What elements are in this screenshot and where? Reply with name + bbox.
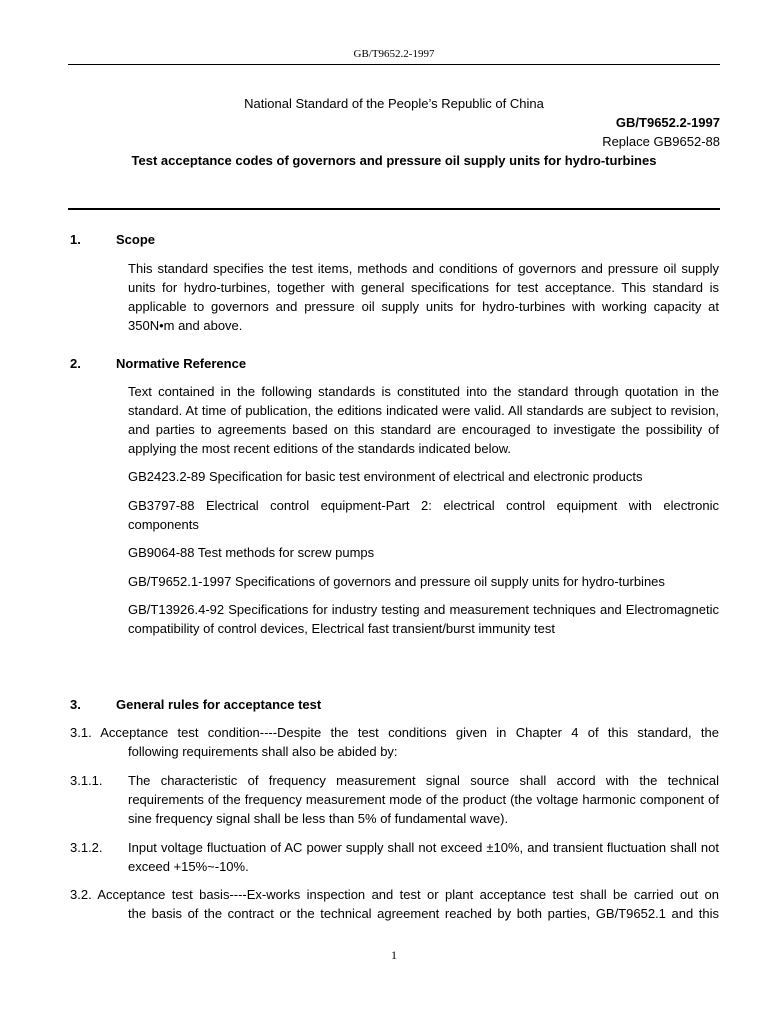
clause-3-2-first-line: 3.2. Acceptance test basis----Ex-works inspection and test or plant acceptance test shall be carried out on (70, 887, 719, 902)
document-title: Test acceptance codes of governors and pressure oil supply units for hydro-turbines (131, 153, 657, 168)
org-line: National Standard of the People’s Republic of China (244, 96, 544, 111)
clause-3-1-continuation: following requirements shall also be abided by: (128, 744, 398, 759)
section-2-number: 2. (70, 356, 81, 371)
reference-item: GB/T13926.4-92 Specifications for industry testing and measurement techniques and Electromagnetic compatibility of control devices, Electrical fast transient/burst immunity test (128, 602, 719, 636)
standard-code: GB/T9652.2-1997 (615, 115, 720, 130)
title-rule (68, 208, 720, 210)
clause-3-1-1-number: 3.1.1. (70, 773, 103, 788)
running-header: GB/T9652.2-1997 (353, 48, 435, 60)
section-1-heading: Scope (116, 232, 156, 247)
section-1-paragraph: This standard specifies the test items, methods and conditions of governors and pressure oil supply units for hydro-turbines, together with general specifications for test acceptance. This standard is applicable to governors and pressure oil supply units for hydro-turbines with working capacity at 350N•m and above. (128, 261, 719, 333)
section-2-heading: Normative Reference (116, 356, 247, 371)
clause-3-1-1-text: The characteristic of frequency measurement signal source shall accord with the technical requirements of the frequency measurement mode of the product (the voltage harmonic component of sine frequency signal shall be less than 5% of fundamental wave). (128, 773, 719, 826)
reference-item: GB9064-88 Test methods for screw pumps (128, 545, 375, 560)
header-rule (68, 64, 720, 65)
section-2-paragraph: Text contained in the following standards is constituted into the standard through quotation in the standard. At time of publication, the editions indicated were valid. All standards are subject to revision, and parties to agreements based on this standard are encouraged to investigate the possibility of applying the most recent editions of the standards indicated below. (128, 384, 719, 456)
clause-3-1-2-number: 3.1.2. (70, 840, 103, 855)
section-3-number: 3. (70, 697, 81, 712)
reference-item: GB/T9652.1-1997 Specifications of governors and pressure oil supply units for hydro-turbines (128, 574, 665, 589)
section-3-heading: General rules for acceptance test (116, 697, 322, 712)
clause-3-1-first-line: 3.1. Acceptance test condition----Despite the test conditions given in Chapter 4 of this standard, the (70, 725, 719, 740)
page-number: 1 (391, 948, 397, 962)
clause-3-1-2-text: Input voltage fluctuation of AC power supply shall not exceed ±10%, and transient fluctuation shall not exceed +15%~-10%. (128, 840, 719, 874)
clause-3-2-continuation: the basis of the contract or the technical agreement reached by both parties, GB/T9652.1 and this (128, 906, 719, 921)
replace-line: Replace GB9652-88 (602, 134, 720, 149)
reference-item: GB3797-88 Electrical control equipment-Part 2: electrical control equipment with electronic components (128, 498, 719, 532)
section-1-number: 1. (70, 232, 81, 247)
reference-item: GB2423.2-89 Specification for basic test environment of electrical and electronic products (128, 469, 643, 484)
